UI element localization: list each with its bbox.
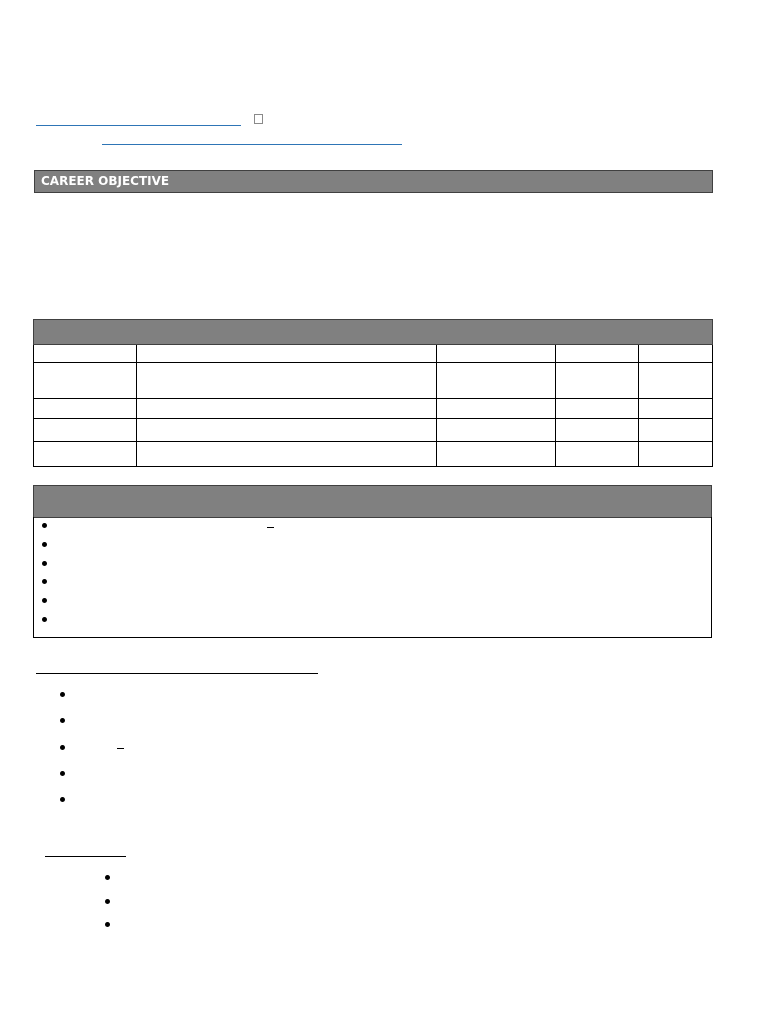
table-row	[34, 442, 713, 467]
bullet-icon	[105, 899, 110, 904]
skills-list-box	[33, 517, 712, 638]
education-table	[33, 319, 713, 467]
table-cell	[137, 363, 437, 399]
checkbox-icon	[254, 114, 263, 124]
table-cell	[34, 419, 137, 442]
table-cell	[137, 419, 437, 442]
table-cell	[137, 345, 437, 363]
dash-mark	[267, 527, 274, 528]
bullet-icon	[60, 771, 65, 776]
table-cell	[34, 363, 137, 399]
bullet-icon	[105, 922, 110, 927]
bullet-icon	[42, 523, 47, 528]
table-cell	[639, 442, 713, 467]
table-cell	[437, 399, 556, 419]
table-cell	[556, 442, 639, 467]
table-cell	[556, 419, 639, 442]
achievements-heading-underline	[36, 673, 318, 674]
table-cell	[556, 363, 639, 399]
education-table-header	[34, 320, 713, 345]
table-cell	[437, 363, 556, 399]
table-cell	[437, 419, 556, 442]
skills-header	[33, 485, 712, 518]
table-row	[34, 419, 713, 442]
bullet-icon	[60, 718, 65, 723]
table-cell	[556, 399, 639, 419]
table-cell	[137, 399, 437, 419]
table-cell	[34, 345, 137, 363]
career-objective-title: CAREER OBJECTIVE	[41, 174, 170, 188]
table-cell	[34, 442, 137, 467]
hobbies-heading-underline	[45, 856, 126, 857]
bullet-icon	[42, 579, 47, 584]
bullet-icon	[105, 875, 110, 880]
email-link[interactable]	[36, 125, 241, 126]
table-cell	[437, 345, 556, 363]
table-cell	[34, 399, 137, 419]
bullet-icon	[42, 561, 47, 566]
table-cell	[639, 399, 713, 419]
education-table-header-cell	[34, 320, 713, 345]
table-row	[34, 363, 713, 399]
table-row	[34, 399, 713, 419]
table-cell	[437, 442, 556, 467]
dash-mark	[117, 748, 124, 749]
table-row	[34, 345, 713, 363]
table-cell	[639, 363, 713, 399]
bullet-icon	[42, 617, 47, 622]
bullet-icon	[42, 542, 47, 547]
bullet-icon	[60, 797, 65, 802]
secondary-link[interactable]	[102, 144, 402, 145]
bullet-icon	[60, 692, 65, 697]
table-cell	[137, 442, 437, 467]
table-cell	[639, 419, 713, 442]
table-cell	[639, 345, 713, 363]
table-cell	[556, 345, 639, 363]
bullet-icon	[42, 598, 47, 603]
career-objective-header	[34, 170, 713, 193]
bullet-icon	[60, 745, 65, 750]
